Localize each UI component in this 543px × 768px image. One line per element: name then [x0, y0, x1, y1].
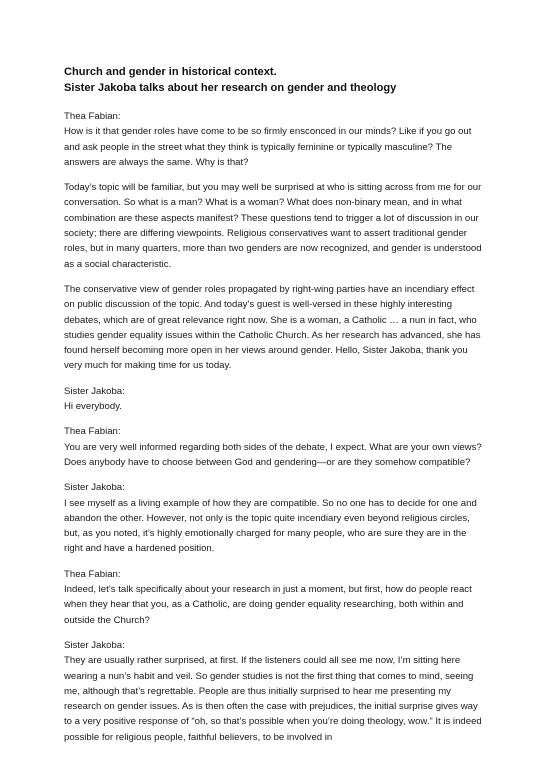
dialogue-block: [64, 180, 482, 272]
dialogue-block: [64, 638, 482, 745]
dialogue-block: [64, 424, 482, 470]
dialogue-block: [64, 567, 482, 628]
dialogue-block: [64, 282, 482, 374]
dialogue-text: Hi everybody.: [64, 401, 122, 413]
speaker-label: Sister Jakoba:: [64, 482, 125, 494]
title-line-1: Church and gender in historical context.: [64, 66, 277, 78]
speaker-label: Thea Fabian:: [64, 426, 121, 438]
dialogue-text: You are very well informed regarding both sides of the debate, I expect. What are your own views? Does anybody have to choose between God and gendering—or are they somehow compatible?: [64, 441, 482, 468]
dialogue-block: [64, 480, 482, 556]
dialogue-text: They are usually rather surprised, at first. If the listeners could all see me now, I’m sitting here wearing a nun’s habit and veil. So gender studies is not the first thing that comes to mind, seeing me, although that’s regrettable. People are thus initially surprised to hear me presenting my research on gender issues. As is then often the case with prejudices, the initial surprise gives way to a very positive response of “oh, so that’s possible when you’re doing theology, wow.” It is indeed possible for religious people, faithful believers, to be involved in: [64, 655, 482, 743]
dialogue-text: Indeed, let’s talk specifically about your research in just a moment, but first, how do people react when they hear that you, as a Catholic, are doing gender equality researching, both within and outside the Church?: [64, 584, 472, 626]
speaker-label: Thea Fabian:: [64, 111, 121, 122]
dialogue-text: How is it that gender roles have come to be so firmly ensconced in our minds? Like if you go out and ask people in the street what they think is typically feminine or typically masculine? The answers are always the same. Why is that?: [64, 126, 472, 168]
document-page: [64, 64, 482, 755]
dialogue-block: [64, 109, 482, 170]
document-title: [64, 64, 482, 96]
title-line-2: Sister Jakoba talks about her research on gender and theology: [64, 82, 397, 94]
dialogue-block: [64, 384, 482, 415]
speaker-label: Thea Fabian:: [64, 568, 121, 580]
dialogue-text: Today’s topic will be familiar, but you may well be surprised at who is sitting across from me for our conversation. So what is a man? What is a woman? What does non-binary mean, and in what combination are these aspects manifest? These questions tend to trigger a lot of discussion in our society; there are differing viewpoints. Religious conservatives want to assert traditional gender roles, but in many quarters, more than two genders are now recognized, and gender is understood as a social characteristic.: [64, 182, 482, 270]
dialogue-text: The conservative view of gender roles propagated by right-wing parties have an incendiary effect on public discussion of the topic. And today’s guest is well-versed in these highly interesting debates, which are of great relevance right now. She is a woman, a Catholic … a nun in fact, who studies gender equality issues within the Catholic Church. As her research has advanced, she has found herself becoming more open in her views around gender. Hello, Sister Jakoba, thank you very much for making time for us today.: [64, 283, 481, 372]
dialogue-text: I see myself as a living example of how they are compatible. So no one has to decide for one and abandon the other. However, not only is the topic quite incendiary even beyond religious circles, but, as you noted, it’s highly emotionally charged for many people, who are sure they are in the right and have a hardened position.: [64, 497, 477, 555]
speaker-label: Sister Jakoba:: [64, 639, 125, 651]
speaker-label: Sister Jakoba:: [64, 385, 125, 397]
